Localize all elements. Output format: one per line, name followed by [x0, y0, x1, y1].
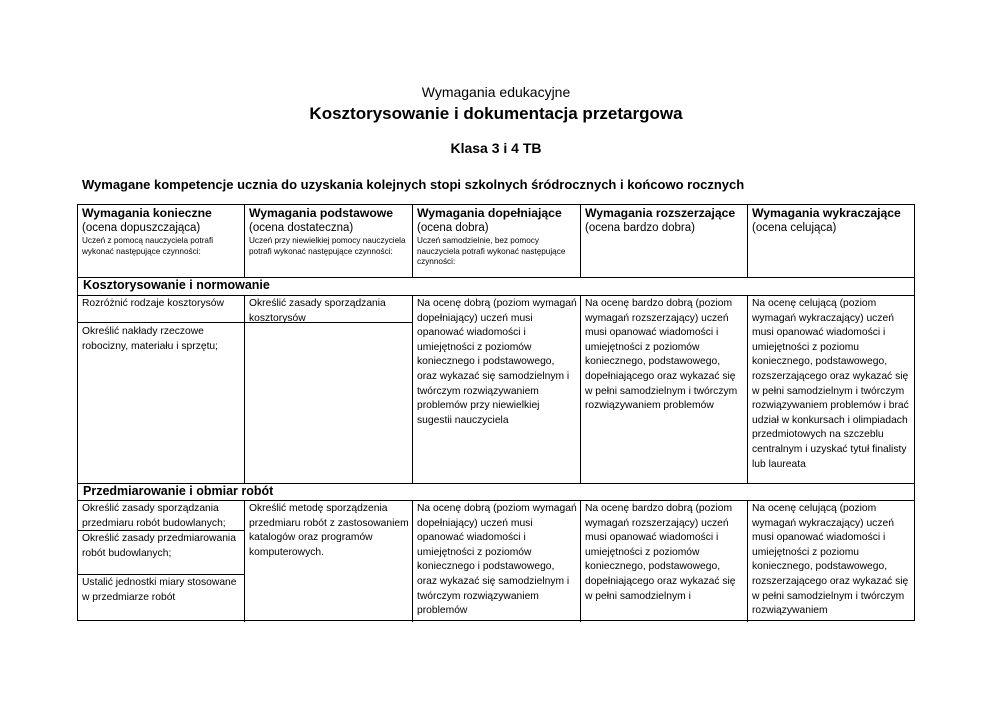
subject-title: Kosztorysowanie i dokumentacja przetargowa — [309, 104, 683, 123]
requirement-item: Określić nakłady rzeczowe robocizny, materiału i sprzętu; — [82, 326, 219, 352]
requirement-item: Określić zasady sporządzania przedmiaru robót budowlanych; — [82, 503, 226, 529]
column-header-konieczne — [78, 205, 244, 277]
grade-description-celujaca: Na ocenę celującą (poziom wymagań wykraczający) uczeń musi opanować wiadomości i umiejętności z poziomu koniecznego, podstawowego, rozszerzającego oraz wykazać się w pełni samodzielnym i twórczym rozwiązywaniem — [752, 503, 909, 617]
grade-description-dobra: Na ocenę dobrą (poziom wymagań dopełniający) uczeń musi opanować wiadomości i umiejętności z poziomów koniecznego i podstawowego, oraz wykazać się samodzielnym i twórczym rozwiązywaniem problemów przy niewielkiej sugestii nauczyciela — [417, 298, 577, 426]
section-title-przedmiarowanie: Przedmiarowanie i obmiar robót — [83, 484, 274, 498]
column-note: Uczeń przy niewielkiej pomocy nauczyciela potrafi wykonać następujące czynności: — [249, 236, 406, 256]
column-grade: (ocena celująca) — [752, 222, 837, 234]
column-grade: (ocena dostateczna) — [249, 222, 354, 234]
grade-description-bardzo-dobra: Na ocenę bardzo dobrą (poziom wymagań rozszerzający) uczeń musi opanować wiadomości i umiejętności z poziomów koniecznego, podstawowego, dopełniającego oraz wykazać się w pełni samodzielnym i — [585, 503, 736, 602]
requirement-item: Określić metodę sporządzenia przedmiaru robót z zastosowaniem katalogów oraz programów komputerowych. — [249, 503, 409, 558]
grade-description-celujaca: Na ocenę celującą (poziom wymagań wykraczający) uczeń musi opanować wiadomości i umiejętności z poziomu koniecznego, podstawowego, rozszerzającego oraz wykazać się w pełni samodzielnym i twórczym rozwiązywaniem problemów i brać udział w konkursach i olimpiadach przedmiotowych na szczeblu centralnym i uzyskać tytuł finalisty lub laureata — [752, 298, 909, 470]
intro-heading: Wymagane kompetencje ucznia do uzyskania kolejnych stopi szkolnych śródrocznych i końcowo rocznych — [82, 177, 745, 192]
column-note: Uczeń samodzielnie, bez pomocy nauczyciela potrafi wykonać następujące czynności: — [417, 236, 566, 266]
column-title: Wymagania konieczne — [82, 206, 212, 220]
requirement-item: Określić zasady sporządzania kosztorysów — [249, 298, 386, 324]
section-title-kosztorysowanie: Kosztorysowanie i normowanie — [83, 278, 270, 292]
grade-description-dobra: Na ocenę dobrą (poziom wymagań dopełniający) uczeń musi opanować wiadomości i umiejętności z poziomów koniecznego i podstawowego, oraz wykazać się samodzielnym i twórczym rozwiązywaniem problemów — [417, 503, 577, 617]
column-header-rozszerzajace — [581, 205, 747, 277]
document-title: Wymagania edukacyjne — [421, 84, 571, 100]
column-grade: (ocena dobra) — [417, 222, 489, 234]
requirement-item: Określić zasady przedmiarowania robót budowlanych; — [82, 533, 236, 559]
column-title: Wymagania dopełniające — [417, 206, 562, 220]
requirement-item: Ustalić jednostki miary stosowane w przedmiarze robót — [82, 577, 237, 603]
column-header-podstawowe — [245, 205, 412, 277]
column-title: Wymagania podstawowe — [249, 206, 394, 220]
column-header-wykraczajace — [748, 205, 914, 277]
column-title: Wymagania rozszerzające — [585, 206, 736, 220]
requirement-item: Rozróżnić rodzaje kosztorysów — [82, 298, 224, 309]
class-label: Klasa 3 i 4 TB — [450, 140, 542, 156]
requirements-table — [77, 204, 915, 621]
grade-description-bardzo-dobra: Na ocenę bardzo dobrą (poziom wymagań rozszerzający) uczeń musi opanować wiadomości i umiejętności z poziomów koniecznego, podstawowego, dopełniającego oraz wykazać się w pełni samodzielnym i twórczym rozwiązywaniem problemów — [585, 298, 738, 412]
column-note: Uczeń z pomocą nauczyciela potrafi wykonać następujące czynności: — [82, 236, 214, 256]
column-grade: (ocena dopuszczająca) — [82, 222, 201, 234]
column-title: Wymagania wykraczające — [752, 206, 901, 220]
column-grade: (ocena bardzo dobra) — [585, 222, 695, 234]
column-header-dopelniajace — [413, 205, 580, 277]
